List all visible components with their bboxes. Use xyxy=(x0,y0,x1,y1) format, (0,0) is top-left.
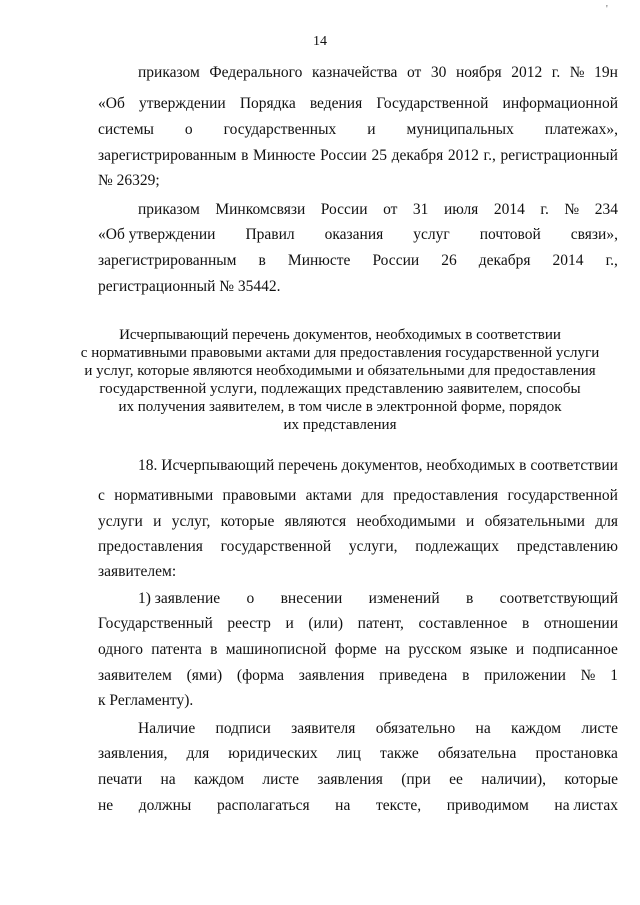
page-number: 14 xyxy=(313,34,327,49)
body-line xyxy=(138,457,618,475)
word: зарегистрированным xyxy=(98,252,237,269)
word: на листах xyxy=(554,797,618,814)
word: 2014 xyxy=(552,252,584,269)
word: Исчерпывающий xyxy=(161,457,275,474)
intro-line xyxy=(98,95,618,113)
word: государственной xyxy=(220,538,332,555)
word: связи», xyxy=(570,226,618,243)
word: реестр xyxy=(227,615,271,632)
word: России xyxy=(372,252,420,269)
body-line: заявителем: xyxy=(98,563,177,580)
word: утверждении xyxy=(138,95,226,112)
word: Минкомсвязи xyxy=(215,201,306,218)
word: услуг, xyxy=(171,513,211,530)
intro-line xyxy=(98,226,618,244)
word: наличии), xyxy=(481,771,546,788)
word: листе xyxy=(581,720,618,737)
word: приведена xyxy=(379,667,448,684)
word: № xyxy=(569,64,585,81)
word: 31 xyxy=(412,201,429,218)
word: одного xyxy=(98,641,143,658)
word: каждом xyxy=(511,720,562,737)
word: в xyxy=(465,590,474,607)
word: отношении xyxy=(543,615,618,632)
word: (при xyxy=(401,771,431,788)
word: г. xyxy=(551,64,561,81)
word: на xyxy=(475,720,491,737)
word: соответствии xyxy=(530,457,618,474)
word: в xyxy=(462,667,470,684)
word: на xyxy=(335,797,351,814)
word: в xyxy=(519,457,527,474)
word: с xyxy=(98,487,105,504)
word: перечень xyxy=(278,457,338,474)
word: правовыми xyxy=(222,487,297,504)
word: актами xyxy=(305,487,352,504)
intro-line: регистрационный № 35442. xyxy=(98,278,281,295)
word: соответствующий xyxy=(499,590,618,607)
body-line xyxy=(98,667,618,685)
word: приложении xyxy=(484,667,566,684)
word: г. xyxy=(540,201,549,218)
word: должны xyxy=(138,797,192,814)
word: 25 xyxy=(371,147,387,164)
word: России xyxy=(320,147,367,164)
intro-line: № 26329; xyxy=(98,172,160,189)
word: представлению xyxy=(516,538,618,555)
word: приводимом xyxy=(446,797,529,814)
word: в xyxy=(210,641,218,658)
word: 2012 xyxy=(447,147,479,164)
word: казначейства xyxy=(311,64,398,81)
word: лиц xyxy=(336,745,361,762)
word: предоставления xyxy=(98,538,203,555)
word: (или) xyxy=(308,615,344,632)
word: подписи xyxy=(215,720,271,737)
word: от xyxy=(383,201,398,218)
word: ноября xyxy=(455,64,502,81)
word: государственных xyxy=(223,121,337,138)
body-line xyxy=(98,538,618,556)
body-line xyxy=(98,797,618,815)
word: простановка xyxy=(535,745,618,762)
word: на xyxy=(160,771,176,788)
word: заявления xyxy=(298,667,365,684)
section-heading-line: и услуг, которые являются необходимыми и обязательными для предоставления xyxy=(84,363,596,379)
word: «Об утверждении xyxy=(98,226,216,243)
word: заявителя xyxy=(291,720,356,737)
body-line: к Регламенту). xyxy=(98,692,194,709)
word: юридических xyxy=(228,745,318,762)
section-heading-line: их представления xyxy=(283,417,397,433)
section-heading-line: Исчерпывающий перечень документов, необходимых в соответствии xyxy=(119,327,561,343)
word: необходимых xyxy=(426,457,516,474)
word: муниципальных xyxy=(406,121,514,138)
body-line xyxy=(98,745,618,763)
word: документов, xyxy=(341,457,423,474)
word: 18. xyxy=(138,457,158,474)
word: почтовой xyxy=(479,226,541,243)
word: и xyxy=(153,513,162,530)
word: внесении xyxy=(280,590,343,607)
body-line xyxy=(98,615,618,633)
word: располагаться xyxy=(216,797,310,814)
word: для xyxy=(361,487,384,504)
word: информационной xyxy=(502,95,618,112)
word: предоставления xyxy=(393,487,499,504)
section-heading-line: их получения заявителем, в том числе в электронной форме, порядок xyxy=(118,399,562,415)
word: машинописной xyxy=(225,641,327,658)
word: 19н xyxy=(594,64,618,81)
intro-line xyxy=(138,64,618,82)
body-line xyxy=(98,641,618,659)
word: Наличие xyxy=(138,720,196,737)
word: № xyxy=(580,667,596,684)
word: листе xyxy=(262,771,299,788)
section-heading-line: государственной услуги, подлежащих представлению заявителем, способы xyxy=(99,381,581,397)
word: заявителем xyxy=(98,667,172,684)
corner-mark: ' xyxy=(606,4,608,15)
word: в xyxy=(241,147,249,164)
word: 1) заявление xyxy=(138,590,221,607)
word: заявления xyxy=(317,771,383,788)
word: 1 xyxy=(610,667,618,684)
word: декабря xyxy=(391,147,444,164)
word: форме xyxy=(334,641,377,658)
word: обязательна xyxy=(437,745,517,762)
word: каждом xyxy=(194,771,245,788)
word: изменений xyxy=(368,590,440,607)
word: «Об xyxy=(98,95,125,112)
word: услуги, xyxy=(348,538,398,555)
word: подписанное xyxy=(532,641,618,658)
word: Государственный xyxy=(98,615,213,632)
body-line xyxy=(98,487,618,505)
word: печати xyxy=(98,771,143,788)
intro-line xyxy=(98,147,618,165)
word: 26 xyxy=(441,252,457,269)
word: Государственной xyxy=(376,95,489,112)
word: (форма xyxy=(236,667,284,684)
intro-line xyxy=(138,201,618,219)
word: г., xyxy=(483,147,496,164)
word: Правил xyxy=(245,226,295,243)
word: не xyxy=(98,797,114,814)
word: приказом xyxy=(138,201,200,218)
word: также xyxy=(380,745,419,762)
word: в xyxy=(521,615,530,632)
word: 2014 xyxy=(493,201,525,218)
word: о xyxy=(184,121,193,138)
word: Порядка xyxy=(239,95,296,112)
word: 30 xyxy=(430,64,447,81)
word: русском xyxy=(408,641,462,658)
word: ведения xyxy=(309,95,363,112)
word: составленное xyxy=(418,615,508,632)
word: от xyxy=(407,64,422,81)
word: которые xyxy=(220,513,275,530)
word: являются xyxy=(284,513,347,530)
word: и xyxy=(515,641,525,658)
body-line xyxy=(138,590,618,608)
intro-line xyxy=(98,121,618,139)
word: услуги xyxy=(98,513,143,530)
word: Минюсте xyxy=(287,252,351,269)
word: зарегистрированным xyxy=(98,147,237,164)
word: регистрационный xyxy=(500,147,618,164)
word: 2012 xyxy=(511,64,543,81)
word: языке xyxy=(469,641,508,658)
word: о xyxy=(246,590,255,607)
word: ее xyxy=(449,771,463,788)
word: патента xyxy=(151,641,202,658)
word: услуг xyxy=(413,226,450,243)
word: России xyxy=(320,201,368,218)
word: обязательно xyxy=(375,720,456,737)
word: платежах», xyxy=(544,121,618,138)
word: и xyxy=(285,615,294,632)
word: № xyxy=(564,201,580,218)
word: Минюсте xyxy=(253,147,316,164)
body-line xyxy=(138,720,618,738)
word: для xyxy=(595,513,618,530)
word: и xyxy=(367,121,376,138)
word: декабря xyxy=(478,252,531,269)
word: и xyxy=(465,513,475,530)
body-line xyxy=(98,771,618,789)
word: патент, xyxy=(357,615,404,632)
word: на xyxy=(385,641,401,658)
word: которые xyxy=(564,771,618,788)
word: Федерального xyxy=(209,64,303,81)
word: необходимыми xyxy=(356,513,456,530)
section-heading-line: с нормативными правовыми актами для предоставления государственной услуги xyxy=(80,345,600,361)
word: тексте, xyxy=(375,797,422,814)
word: государственной xyxy=(507,487,618,504)
word: нормативными xyxy=(114,487,214,504)
word: для xyxy=(186,745,210,762)
word: г., xyxy=(605,252,618,269)
intro-line xyxy=(98,252,618,270)
word: приказом xyxy=(138,64,200,81)
word: в xyxy=(258,252,266,269)
word: обязательными xyxy=(484,513,585,530)
word: июля xyxy=(443,201,479,218)
word: оказания xyxy=(324,226,384,243)
word: 234 xyxy=(594,201,618,218)
word: заявления, xyxy=(98,745,168,762)
body-line xyxy=(98,513,618,531)
word: подлежащих xyxy=(415,538,499,555)
word: (ями) xyxy=(186,667,223,684)
word: системы xyxy=(98,121,154,138)
